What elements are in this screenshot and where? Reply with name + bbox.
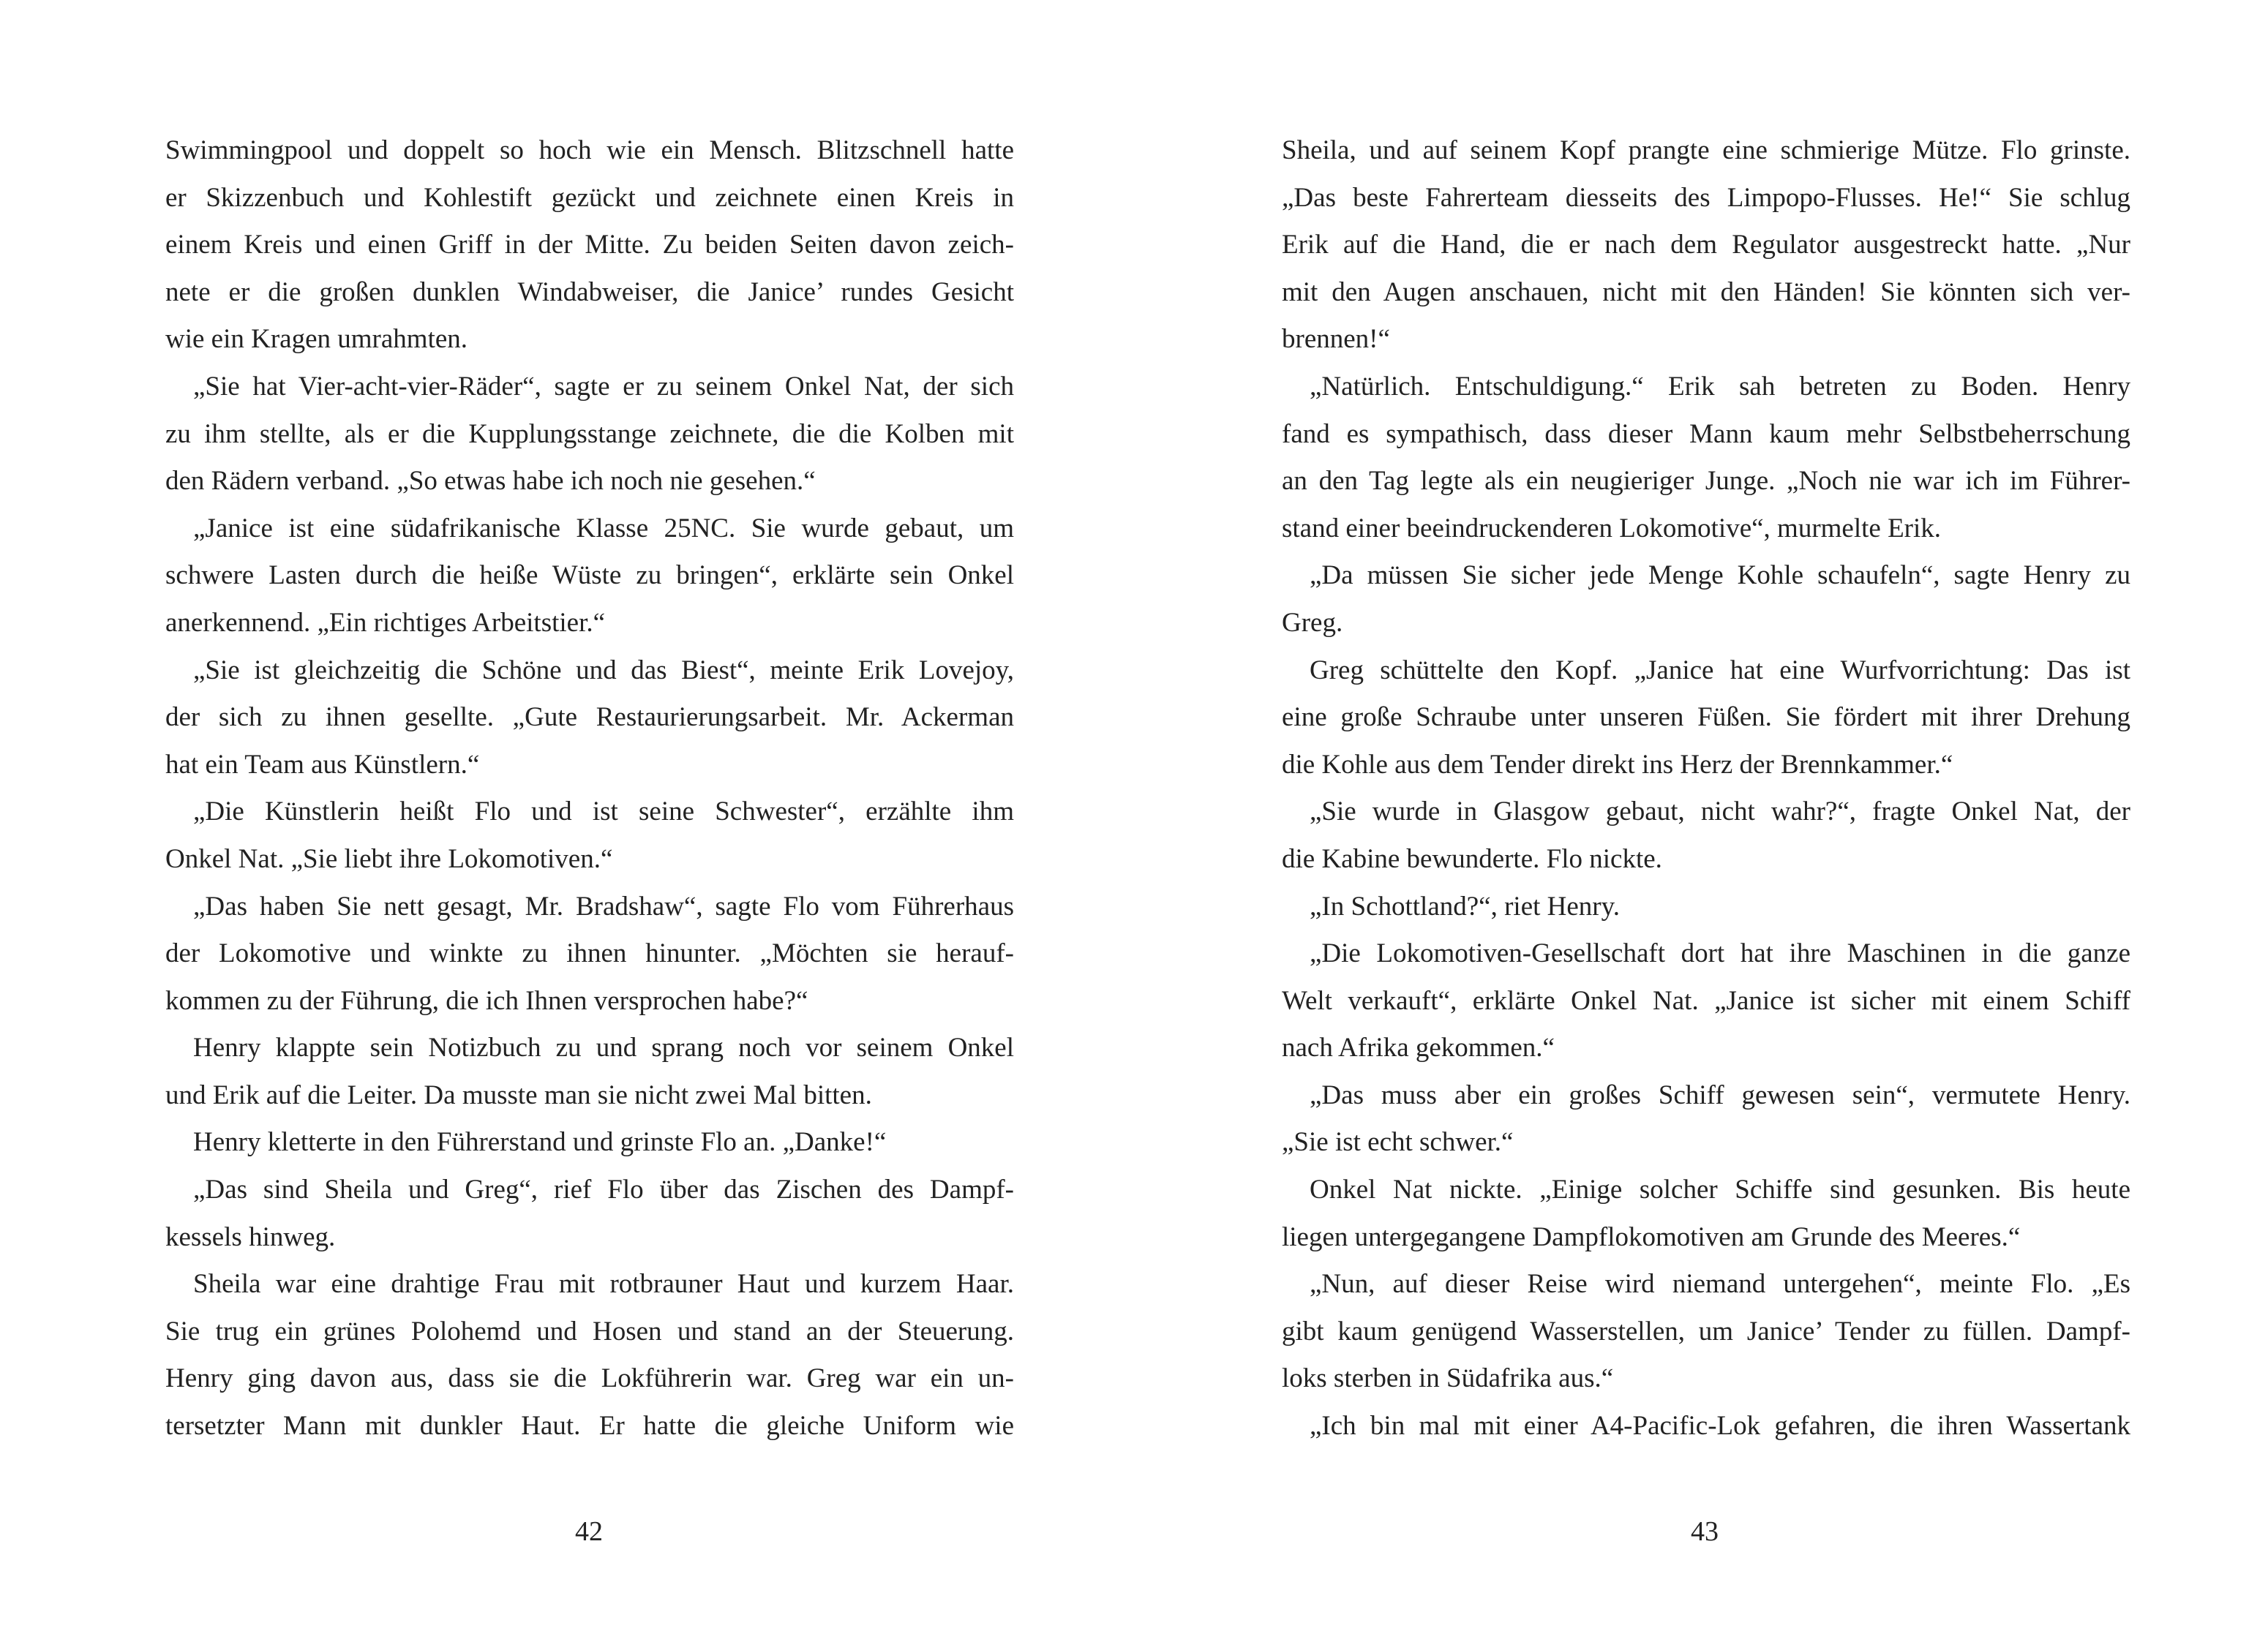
text-line: eine große Schraube unter unseren Füßen. Sie fördert mit ihrer Drehung — [1282, 702, 2130, 733]
text-line: „Die Lokomotiven-Gesellschaft dort hat ihre Maschinen in die ganze — [1310, 938, 2130, 969]
right-page — [1134, 0, 2268, 1642]
text-line: „Ich bin mal mit einer A4-Pacific-Lok gefahren, die ihren Wassertank — [1310, 1411, 2130, 1442]
text-line: er Skizzenbuch und Kohlestift gezückt und zeichnete einen Kreis in — [165, 182, 1014, 213]
text-line: loks sterben in Südafrika aus.“ — [1282, 1363, 1614, 1394]
text-line: an den Tag legte als ein neugieriger Junge. „Noch nie war ich im Führer- — [1282, 466, 2130, 497]
text-line: kessels hinweg. — [165, 1221, 336, 1252]
text-line: „Das muss aber ein großes Schiff gewesen sein“, vermutete Henry. — [1310, 1080, 2130, 1110]
text-line: „Die Künstlerin heißt Flo und ist seine Schwester“, erzählte ihm — [193, 796, 1014, 827]
text-line: „In Schottland?“, riet Henry. — [1310, 891, 1620, 922]
text-line: „Sie ist gleichzeitig die Schöne und das Biest“, meinte Erik Lovejoy, — [193, 655, 1014, 685]
text-line: fand es sympathisch, dass dieser Mann kaum mehr Selbstbeherrschung — [1282, 418, 2130, 449]
text-line: mit den Augen anschauen, nicht mit den Händen! Sie könnten sich ver- — [1282, 276, 2130, 307]
text-line: Sheila war eine drahtige Frau mit rotbrauner Haut und kurzem Haar. — [193, 1269, 1014, 1300]
text-line: anerkennend. „Ein richtiges Arbeitstier.“ — [165, 607, 606, 638]
text-line: brennen!“ — [1282, 324, 1390, 355]
text-line: „Janice ist eine südafrikanische Klasse 25NC. Sie wurde gebaut, um — [193, 513, 1014, 543]
text-line: wie ein Kragen umrahmten. — [165, 324, 468, 355]
text-line: nete er die großen dunklen Windabweiser, die Janice’ rundes Gesicht — [165, 276, 1014, 307]
text-line: schwere Lasten durch die heiße Wüste zu bringen“, erklärte sein Onkel — [165, 560, 1014, 591]
text-line: Welt verkauft“, erklärte Onkel Nat. „Janice ist sicher mit einem Schiff — [1282, 985, 2130, 1016]
text-line: tersetzter Mann mit dunkler Haut. Er hatte die gleiche Uniform wie — [165, 1411, 1014, 1442]
text-line: Erik auf die Hand, die er nach dem Regulator ausgestreckt hatte. „Nur — [1282, 230, 2130, 260]
text-line: liegen untergegangene Dampflokomotiven am Grunde des Meeres.“ — [1282, 1221, 2021, 1252]
text-line: Sheila, und auf seinem Kopf prangte eine schmierige Mütze. Flo grinste. — [1282, 135, 2130, 165]
text-line: „Natürlich. Entschuldigung.“ Erik sah betreten zu Boden. Henry — [1310, 371, 2130, 402]
text-line: nach Afrika gekommen.“ — [1282, 1033, 1555, 1063]
text-line: Henry ging davon aus, dass sie die Lokführerin war. Greg war ein un- — [165, 1363, 1014, 1394]
text-line: „Das haben Sie nett gesagt, Mr. Bradshaw“, sagte Flo vom Führerhaus — [193, 891, 1014, 922]
page-number: 42 — [575, 1516, 603, 1547]
left-page-text — [165, 127, 1014, 1450]
page-number: 43 — [1691, 1516, 1719, 1547]
text-line: die Kohle aus dem Tender direkt ins Herz der Brennkammer.“ — [1282, 749, 1953, 780]
text-line: „Da müssen Sie sicher jede Menge Kohle schaufeln“, sagte Henry zu — [1310, 560, 2130, 591]
text-line: Sie trug ein grünes Polohemd und Hosen und stand an der Steuerung. — [165, 1316, 1014, 1347]
text-line: „Das beste Fahrerteam diesseits des Limpopo-Flusses. He!“ Sie schlug — [1282, 182, 2130, 213]
text-line: Greg. — [1282, 607, 1343, 638]
right-page-text — [1282, 127, 2130, 1450]
text-line: zu ihm stellte, als er die Kupplungsstange zeichnete, die die Kolben mit — [165, 418, 1014, 449]
text-line: „Sie ist echt schwer.“ — [1282, 1127, 1514, 1158]
text-line: „Sie hat Vier-acht-vier-Räder“, sagte er zu seinem Onkel Nat, der sich — [193, 371, 1014, 402]
text-line: den Rädern verband. „So etwas habe ich noch nie gesehen.“ — [165, 466, 816, 497]
text-line: der sich zu ihnen gesellte. „Gute Restaurierungsarbeit. Mr. Ackerman — [165, 702, 1014, 733]
text-line: „Nun, auf dieser Reise wird niemand untergehen“, meinte Flo. „Es — [1310, 1269, 2130, 1300]
text-line: Greg schüttelte den Kopf. „Janice hat eine Wurfvorrichtung: Das ist — [1310, 655, 2130, 685]
text-line: Swimmingpool und doppelt so hoch wie ein Mensch. Blitzschnell hatte — [165, 135, 1014, 165]
text-line: „Das sind Sheila und Greg“, rief Flo über das Zischen des Dampf- — [193, 1175, 1014, 1205]
text-line: Onkel Nat. „Sie liebt ihre Lokomotiven.“ — [165, 843, 613, 874]
text-line: der Lokomotive und winkte zu ihnen hinunter. „Möchten sie herauf- — [165, 938, 1014, 969]
text-line: kommen zu der Führung, die ich Ihnen versprochen habe?“ — [165, 985, 808, 1016]
text-line: und Erik auf die Leiter. Da musste man sie nicht zwei Mal bitten. — [165, 1080, 872, 1110]
text-line: „Sie wurde in Glasgow gebaut, nicht wahr?“, fragte Onkel Nat, der — [1310, 796, 2130, 827]
text-line: Henry klappte sein Notizbuch zu und sprang noch vor seinem Onkel — [193, 1033, 1014, 1063]
text-line: die Kabine bewunderte. Flo nickte. — [1282, 843, 1662, 874]
text-line: hat ein Team aus Künstlern.“ — [165, 749, 480, 780]
text-line: einem Kreis und einen Griff in der Mitte. Zu beiden Seiten davon zeich- — [165, 230, 1014, 260]
text-line: gibt kaum genügend Wasserstellen, um Janice’ Tender zu füllen. Dampf- — [1282, 1316, 2130, 1347]
text-line: Onkel Nat nickte. „Einige solcher Schiffe sind gesunken. Bis heute — [1310, 1175, 2130, 1205]
text-line: Henry kletterte in den Führerstand und grinste Flo an. „Danke!“ — [193, 1127, 887, 1158]
text-line: stand einer beeindruckenderen Lokomotive“, murmelte Erik. — [1282, 513, 1942, 543]
